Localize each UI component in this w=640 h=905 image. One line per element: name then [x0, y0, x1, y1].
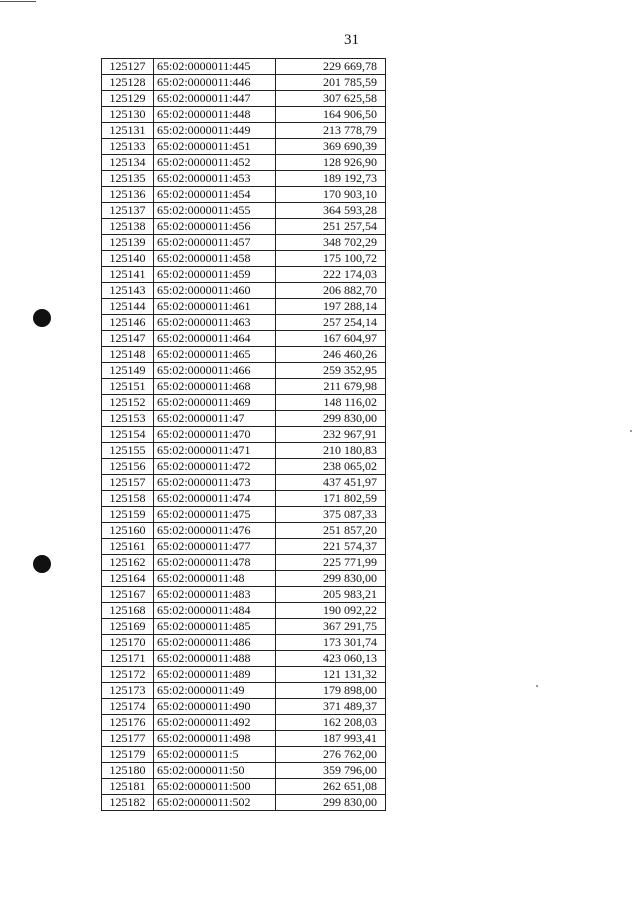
table-row	[102, 123, 386, 139]
cadastral-value-cell: 369 690,39	[276, 139, 386, 155]
cadastral-value-cell: 299 830,00	[276, 795, 386, 811]
cadastral-number-cell: 65:02:0000011:489	[154, 667, 276, 683]
table-row	[102, 507, 386, 523]
row-number-cell: 125176	[102, 715, 154, 731]
row-number-cell: 125156	[102, 459, 154, 475]
cadastral-value-cell: 437 451,97	[276, 475, 386, 491]
table-row	[102, 75, 386, 91]
cadastral-number-cell: 65:02:0000011:474	[154, 491, 276, 507]
row-number-cell: 125143	[102, 283, 154, 299]
cadastral-value-cell: 175 100,72	[276, 251, 386, 267]
cadastral-number-cell: 65:02:0000011:445	[154, 59, 276, 75]
cadastral-number-cell: 65:02:0000011:486	[154, 635, 276, 651]
table-row	[102, 491, 386, 507]
cadastral-number-cell: 65:02:0000011:451	[154, 139, 276, 155]
cadastral-value-cell: 371 489,37	[276, 699, 386, 715]
cadastral-value-cell: 171 802,59	[276, 491, 386, 507]
table-row	[102, 603, 386, 619]
row-number-cell: 125129	[102, 91, 154, 107]
cadastral-number-cell: 65:02:0000011:454	[154, 187, 276, 203]
cadastral-number-cell: 65:02:0000011:476	[154, 523, 276, 539]
table-row	[102, 651, 386, 667]
table-row	[102, 251, 386, 267]
cadastral-value-cell: 221 574,37	[276, 539, 386, 555]
row-number-cell: 125155	[102, 443, 154, 459]
table-row	[102, 91, 386, 107]
cadastral-value-cell: 170 903,10	[276, 187, 386, 203]
cadastral-value-cell: 164 906,50	[276, 107, 386, 123]
cadastral-number-cell: 65:02:0000011:461	[154, 299, 276, 315]
row-number-cell: 125136	[102, 187, 154, 203]
cadastral-number-cell: 65:02:0000011:470	[154, 427, 276, 443]
row-number-cell: 125182	[102, 795, 154, 811]
cadastral-number-cell: 65:02:0000011:475	[154, 507, 276, 523]
cadastral-number-cell: 65:02:0000011:465	[154, 347, 276, 363]
cadastral-value-cell: 201 785,59	[276, 75, 386, 91]
table-row	[102, 667, 386, 683]
row-number-cell: 125148	[102, 347, 154, 363]
row-number-cell: 125153	[102, 411, 154, 427]
cadastral-value-cell: 423 060,13	[276, 651, 386, 667]
cadastral-number-cell: 65:02:0000011:502	[154, 795, 276, 811]
cadastral-number-cell: 65:02:0000011:466	[154, 363, 276, 379]
cadastral-number-cell: 65:02:0000011:492	[154, 715, 276, 731]
cadastral-value-cell: 197 288,14	[276, 299, 386, 315]
table-row	[102, 283, 386, 299]
row-number-cell: 125157	[102, 475, 154, 491]
cadastral-number-cell: 65:02:0000011:485	[154, 619, 276, 635]
cadastral-number-cell: 65:02:0000011:473	[154, 475, 276, 491]
cadastral-value-cell: 251 257,54	[276, 219, 386, 235]
cadastral-value-cell: 364 593,28	[276, 203, 386, 219]
row-number-cell: 125144	[102, 299, 154, 315]
punch-hole	[33, 309, 51, 327]
cadastral-value-cell: 148 116,02	[276, 395, 386, 411]
row-number-cell: 125140	[102, 251, 154, 267]
table-row	[102, 107, 386, 123]
table-row	[102, 475, 386, 491]
cadastral-number-cell: 65:02:0000011:48	[154, 571, 276, 587]
cadastral-value-cell: 375 087,33	[276, 507, 386, 523]
cadastral-value-cell: 211 679,98	[276, 379, 386, 395]
cadastral-value-cell: 299 830,00	[276, 571, 386, 587]
cadastral-value-cell: 259 352,95	[276, 363, 386, 379]
cadastral-number-cell: 65:02:0000011:463	[154, 315, 276, 331]
table-row	[102, 747, 386, 763]
table-row	[102, 379, 386, 395]
cadastral-value-cell: 348 702,29	[276, 235, 386, 251]
cadastral-number-cell: 65:02:0000011:460	[154, 283, 276, 299]
cadastral-value-cell: 299 830,00	[276, 411, 386, 427]
cadastral-value-cell: 232 967,91	[276, 427, 386, 443]
table-row	[102, 539, 386, 555]
page-number: 31	[344, 32, 359, 48]
cadastral-number-cell: 65:02:0000011:453	[154, 171, 276, 187]
cadastral-number-cell: 65:02:0000011:472	[154, 459, 276, 475]
table-row	[102, 203, 386, 219]
row-number-cell: 125149	[102, 363, 154, 379]
cadastral-value-cell: 238 065,02	[276, 459, 386, 475]
table-row	[102, 331, 386, 347]
table-row	[102, 619, 386, 635]
cadastral-value-cell: 367 291,75	[276, 619, 386, 635]
cadastral-value-cell: 307 625,58	[276, 91, 386, 107]
cadastral-number-cell: 65:02:0000011:468	[154, 379, 276, 395]
cadastral-table-wrapper	[101, 58, 386, 811]
cadastral-number-cell: 65:02:0000011:452	[154, 155, 276, 171]
cadastral-value-cell: 225 771,99	[276, 555, 386, 571]
cadastral-number-cell: 65:02:0000011:458	[154, 251, 276, 267]
cadastral-value-cell: 246 460,26	[276, 347, 386, 363]
table-row	[102, 171, 386, 187]
table-row	[102, 59, 386, 75]
cadastral-value-cell: 121 131,32	[276, 667, 386, 683]
table-row	[102, 299, 386, 315]
table-row	[102, 315, 386, 331]
cadastral-value-cell: 162 208,03	[276, 715, 386, 731]
punch-hole	[33, 555, 51, 573]
table-row	[102, 443, 386, 459]
cadastral-value-cell: 167 604,97	[276, 331, 386, 347]
cadastral-value-cell: 190 092,22	[276, 603, 386, 619]
cadastral-number-cell: 65:02:0000011:47	[154, 411, 276, 427]
table-row	[102, 187, 386, 203]
row-number-cell: 125172	[102, 667, 154, 683]
table-row	[102, 459, 386, 475]
cadastral-value-cell: 229 669,78	[276, 59, 386, 75]
cadastral-number-cell: 65:02:0000011:446	[154, 75, 276, 91]
table-row	[102, 219, 386, 235]
cadastral-number-cell: 65:02:0000011:455	[154, 203, 276, 219]
table-row	[102, 779, 386, 795]
row-number-cell: 125179	[102, 747, 154, 763]
cadastral-number-cell: 65:02:0000011:478	[154, 555, 276, 571]
cadastral-value-cell: 187 993,41	[276, 731, 386, 747]
table-row	[102, 587, 386, 603]
cadastral-value-cell: 128 926,90	[276, 155, 386, 171]
row-number-cell: 125167	[102, 587, 154, 603]
row-number-cell: 125130	[102, 107, 154, 123]
row-number-cell: 125168	[102, 603, 154, 619]
row-number-cell: 125180	[102, 763, 154, 779]
cadastral-number-cell: 65:02:0000011:459	[154, 267, 276, 283]
top-edge-rule	[0, 1, 36, 2]
table-row	[102, 763, 386, 779]
table-row	[102, 635, 386, 651]
row-number-cell: 125181	[102, 779, 154, 795]
row-number-cell: 125162	[102, 555, 154, 571]
cadastral-number-cell: 65:02:0000011:471	[154, 443, 276, 459]
row-number-cell: 125160	[102, 523, 154, 539]
row-number-cell: 125138	[102, 219, 154, 235]
row-number-cell: 125131	[102, 123, 154, 139]
cadastral-number-cell: 65:02:0000011:483	[154, 587, 276, 603]
table-row	[102, 155, 386, 171]
row-number-cell: 125164	[102, 571, 154, 587]
table-row	[102, 795, 386, 811]
cadastral-value-cell: 210 180,83	[276, 443, 386, 459]
row-number-cell: 125139	[102, 235, 154, 251]
row-number-cell: 125170	[102, 635, 154, 651]
table-row	[102, 395, 386, 411]
row-number-cell: 125171	[102, 651, 154, 667]
table-row	[102, 731, 386, 747]
cadastral-value-table	[101, 58, 386, 811]
cadastral-number-cell: 65:02:0000011:469	[154, 395, 276, 411]
cadastral-number-cell: 65:02:0000011:500	[154, 779, 276, 795]
row-number-cell: 125158	[102, 491, 154, 507]
cadastral-number-cell: 65:02:0000011:477	[154, 539, 276, 555]
table-row	[102, 523, 386, 539]
cadastral-value-cell: 189 192,73	[276, 171, 386, 187]
table-row	[102, 139, 386, 155]
table-row	[102, 267, 386, 283]
cadastral-number-cell: 65:02:0000011:488	[154, 651, 276, 667]
table-row	[102, 715, 386, 731]
scan-speck	[536, 685, 538, 687]
table-row	[102, 683, 386, 699]
cadastral-value-cell: 205 983,21	[276, 587, 386, 603]
row-number-cell: 125154	[102, 427, 154, 443]
cadastral-value-cell: 276 762,00	[276, 747, 386, 763]
row-number-cell: 125134	[102, 155, 154, 171]
row-number-cell: 125146	[102, 315, 154, 331]
cadastral-number-cell: 65:02:0000011:498	[154, 731, 276, 747]
cadastral-number-cell: 65:02:0000011:456	[154, 219, 276, 235]
scan-speck	[630, 430, 632, 432]
row-number-cell: 125141	[102, 267, 154, 283]
cadastral-number-cell: 65:02:0000011:50	[154, 763, 276, 779]
row-number-cell: 125135	[102, 171, 154, 187]
row-number-cell: 125159	[102, 507, 154, 523]
cadastral-number-cell: 65:02:0000011:448	[154, 107, 276, 123]
row-number-cell: 125161	[102, 539, 154, 555]
cadastral-value-cell: 262 651,08	[276, 779, 386, 795]
table-row	[102, 571, 386, 587]
table-body	[102, 59, 386, 811]
row-number-cell: 125151	[102, 379, 154, 395]
row-number-cell: 125127	[102, 59, 154, 75]
table-row	[102, 555, 386, 571]
cadastral-number-cell: 65:02:0000011:5	[154, 747, 276, 763]
table-row	[102, 347, 386, 363]
table-row	[102, 363, 386, 379]
cadastral-value-cell: 251 857,20	[276, 523, 386, 539]
table-row	[102, 427, 386, 443]
cadastral-value-cell: 213 778,79	[276, 123, 386, 139]
cadastral-number-cell: 65:02:0000011:464	[154, 331, 276, 347]
table-row	[102, 699, 386, 715]
cadastral-number-cell: 65:02:0000011:49	[154, 683, 276, 699]
row-number-cell: 125169	[102, 619, 154, 635]
cadastral-value-cell: 179 898,00	[276, 683, 386, 699]
cadastral-value-cell: 222 174,03	[276, 267, 386, 283]
row-number-cell: 125174	[102, 699, 154, 715]
row-number-cell: 125147	[102, 331, 154, 347]
cadastral-value-cell: 206 882,70	[276, 283, 386, 299]
cadastral-number-cell: 65:02:0000011:449	[154, 123, 276, 139]
cadastral-value-cell: 257 254,14	[276, 315, 386, 331]
row-number-cell: 125152	[102, 395, 154, 411]
table-row	[102, 411, 386, 427]
row-number-cell: 125128	[102, 75, 154, 91]
cadastral-number-cell: 65:02:0000011:447	[154, 91, 276, 107]
table-row	[102, 235, 386, 251]
row-number-cell: 125137	[102, 203, 154, 219]
cadastral-value-cell: 359 796,00	[276, 763, 386, 779]
cadastral-number-cell: 65:02:0000011:457	[154, 235, 276, 251]
cadastral-number-cell: 65:02:0000011:490	[154, 699, 276, 715]
row-number-cell: 125177	[102, 731, 154, 747]
row-number-cell: 125173	[102, 683, 154, 699]
cadastral-value-cell: 173 301,74	[276, 635, 386, 651]
row-number-cell: 125133	[102, 139, 154, 155]
cadastral-number-cell: 65:02:0000011:484	[154, 603, 276, 619]
